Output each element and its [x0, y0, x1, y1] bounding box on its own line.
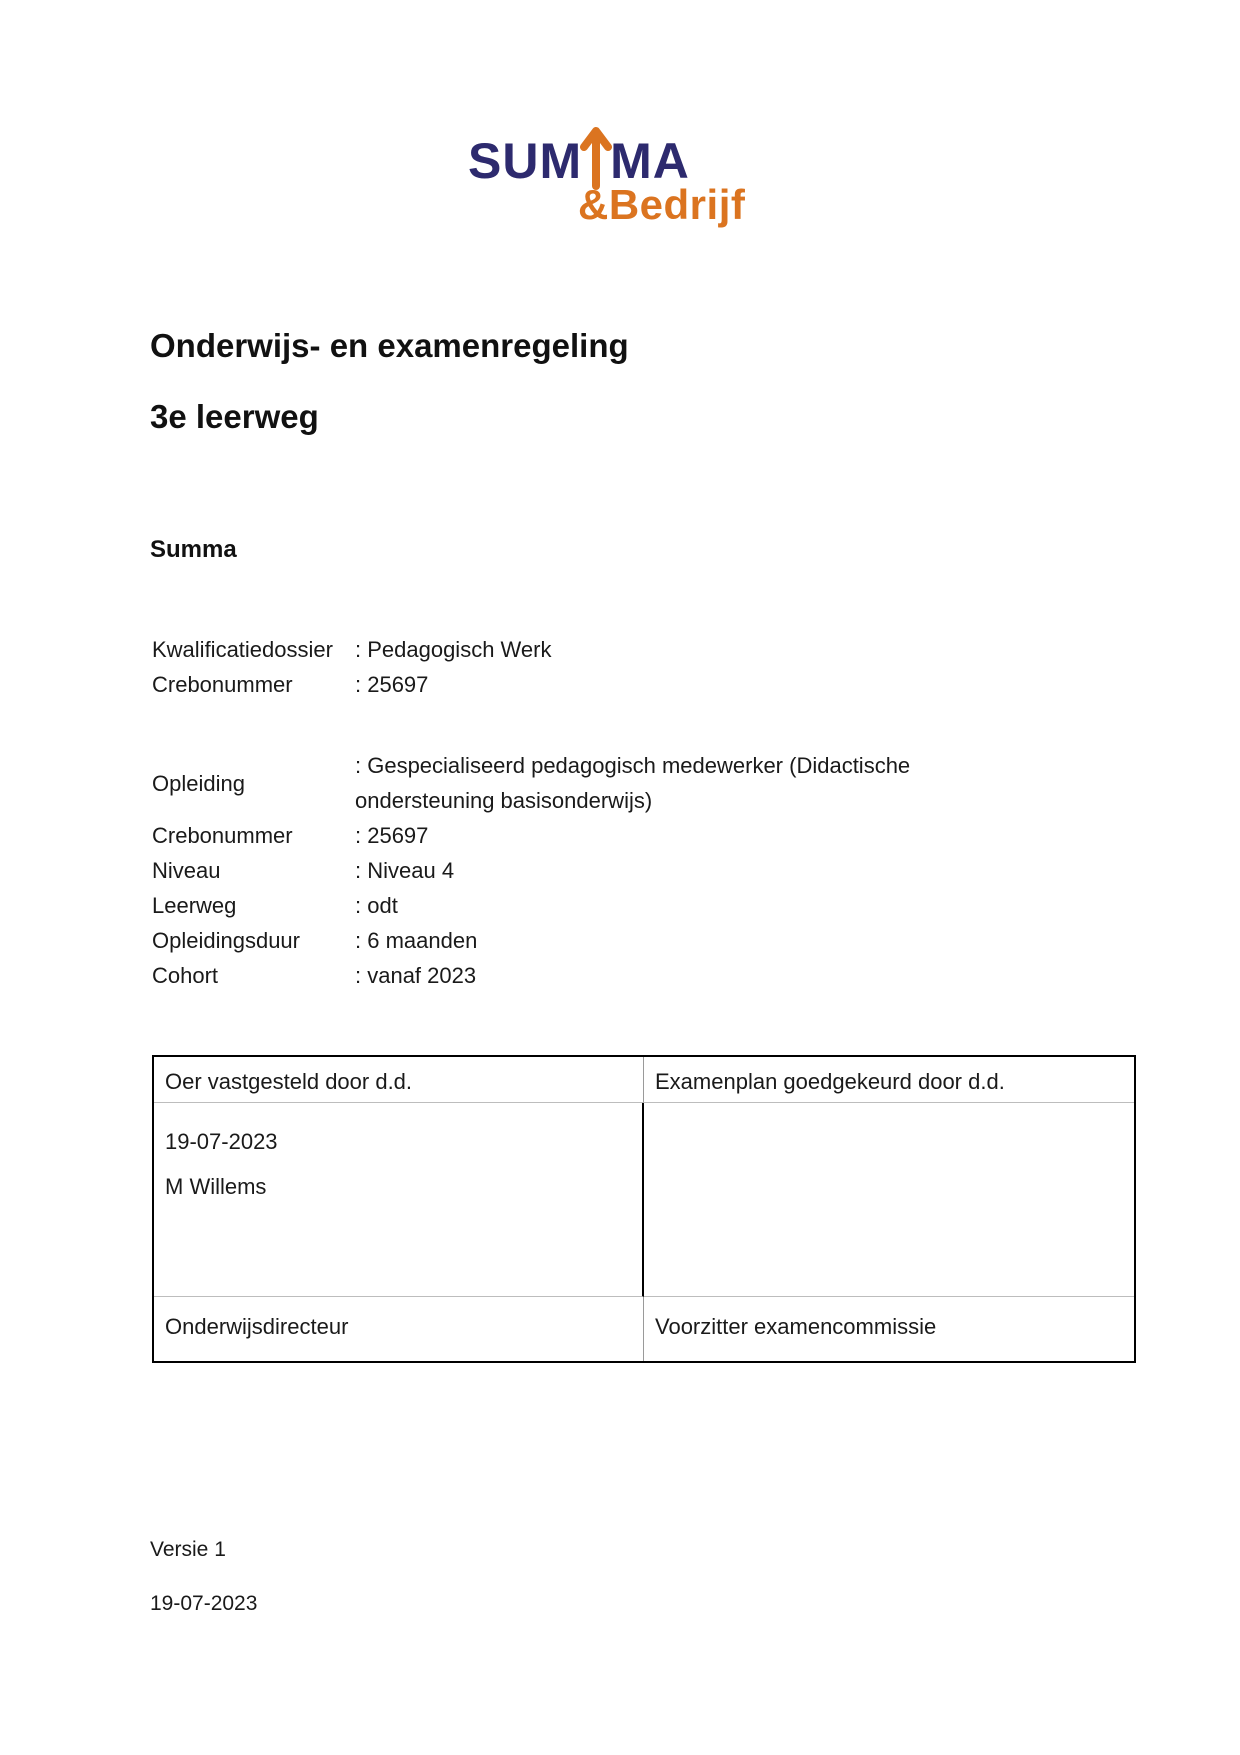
approval-footer-voorzitter: Voorzitter examencommissie — [655, 1314, 937, 1339]
detail-row-crebonummer-2 — [152, 818, 1015, 853]
detail-label: Crebonummer — [152, 823, 293, 848]
detail-row-crebonummer-1 — [152, 667, 1015, 702]
detail-row-leerweg — [152, 888, 1015, 923]
approval-date: 19-07-2023 — [165, 1129, 278, 1154]
detail-row-cohort — [152, 958, 1015, 993]
detail-value: : 25697 — [355, 672, 429, 697]
detail-row-kwalificatiedossier — [152, 632, 1015, 667]
page-title: Onderwijs- en examenregeling — [150, 327, 629, 364]
approval-table — [152, 1055, 1136, 1363]
approval-signer-name: M Willems — [165, 1174, 267, 1199]
detail-value: : Niveau 4 — [355, 858, 455, 883]
detail-label: Leerweg — [152, 893, 237, 918]
approval-header-oer: Oer vastgesteld door d.d. — [154, 1057, 644, 1103]
detail-value: : 25697 — [355, 823, 429, 848]
detail-row-niveau — [152, 853, 1015, 888]
logo-word-left: SUM — [468, 133, 583, 189]
detail-row-opleiding — [152, 748, 1015, 818]
detail-row-opleidingsduur — [152, 923, 1015, 958]
school-heading: Summa — [150, 536, 237, 563]
approval-body-left — [154, 1103, 644, 1297]
detail-value: : odt — [355, 893, 398, 918]
detail-label: Crebonummer — [152, 672, 293, 697]
logo-tagline: &Bedrijf — [578, 181, 746, 228]
approval-header-examenplan: Examenplan goedgekeurd door d.d. — [644, 1057, 1134, 1103]
details-block — [152, 632, 1015, 993]
detail-value: : Gespecialiseerd pedagogisch medewerker (Didactische ondersteuning basisonderwijs) — [355, 753, 911, 813]
version-label: Versie 1 — [150, 1538, 226, 1561]
detail-label: Niveau — [152, 858, 221, 883]
detail-value: : 6 maanden — [355, 928, 478, 953]
details-gap — [152, 702, 1015, 748]
approval-body-right-empty — [644, 1103, 1134, 1297]
detail-value: : vanaf 2023 — [355, 963, 477, 988]
approval-footer-onderwijsdirecteur: Onderwijsdirecteur — [154, 1297, 644, 1361]
page-subtitle: 3e leerweg — [150, 398, 319, 435]
detail-value: : Pedagogisch Werk — [355, 637, 552, 662]
detail-label: Opleiding — [152, 770, 245, 796]
logo-word-right: MA — [610, 133, 690, 189]
version-date: 19-07-2023 — [150, 1592, 258, 1615]
detail-label: Kwalificatiedossier — [152, 637, 333, 662]
detail-label: Cohort — [152, 963, 219, 988]
detail-label: Opleidingsduur — [152, 928, 300, 953]
